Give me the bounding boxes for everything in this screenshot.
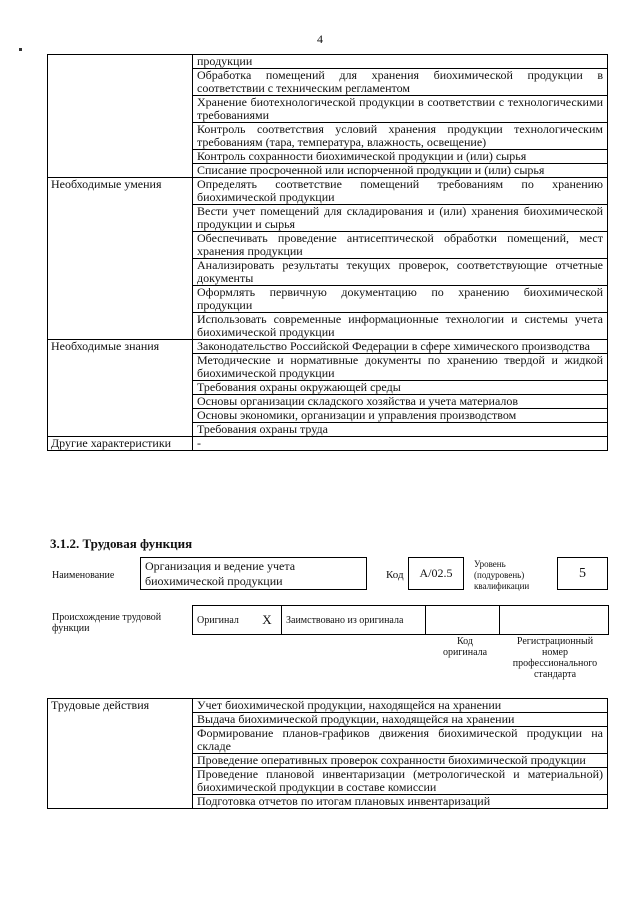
origin-table (192, 605, 609, 635)
row-item: - (193, 437, 608, 451)
row-item: Обработка помещений для хранения биохимической продукции в соответствии с техническим регламентом (193, 69, 608, 96)
row-header: Необходимые умения (48, 178, 193, 340)
row-item: Требования охраны окружающей среды (193, 381, 608, 395)
code-label: Код (386, 569, 404, 581)
table-row (48, 178, 608, 205)
table-row (48, 699, 608, 713)
table-row (48, 437, 608, 451)
borrowed-label: Заимствовано из оригинала (282, 606, 426, 635)
row-item: Обеспечивать проведение антисептической обработки помещений, мест хранения продукции (193, 232, 608, 259)
row-item: Списание просроченной или испорченной продукции и (или) сырья (193, 164, 608, 178)
row-item: Формирование планов-графиков движения биохимической продукции на складе (193, 727, 608, 754)
table-row (48, 55, 608, 69)
scan-dot (19, 48, 22, 51)
page-number: 4 (317, 32, 323, 46)
row-item: Основы организации складского хозяйства и учета материалов (193, 395, 608, 409)
table-row (48, 340, 608, 354)
level-label: Уровень (подуровень) квалификации (474, 559, 530, 591)
row-item: Выдача биохимической продукции, находящейся на хранении (193, 713, 608, 727)
name-label: Наименование (52, 570, 115, 581)
reg-number-cell (500, 606, 609, 635)
row-item: Контроль соответствия условий хранения продукции технологическим требованиям (тара, температура, влажность, освещение) (193, 123, 608, 150)
original-label: Оригинал (193, 606, 254, 635)
row-item: Проведение плановой инвентаризации (метрологической и материальной) биохимической продукции в составе комиссии (193, 768, 608, 795)
requirements-table (47, 54, 608, 451)
row-item: Хранение биотехнологической продукции в соответствии с технологическими требованиями (193, 96, 608, 123)
origin-code-cell (426, 606, 500, 635)
reg-number-caption: Регистрационный номер профессионального стандарта (512, 636, 598, 680)
row-item: Учет биохимической продукции, находящейся на хранении (193, 699, 608, 713)
section-title: 3.1.2. Трудовая функция (50, 536, 193, 551)
origin-code-caption: Код оригинала (442, 636, 488, 658)
row-header: Необходимые знания (48, 340, 193, 437)
row-item: Вести учет помещений для складирования и (или) хранения биохимической продукции и сырья (193, 205, 608, 232)
level-value: 5 (557, 557, 608, 590)
row-item: Оформлять первичную документацию по хранению биохимической продукции (193, 286, 608, 313)
code-value: A/02.5 (408, 557, 464, 590)
row-item: Проведение оперативных проверок сохранности биохимической продукции (193, 754, 608, 768)
origin-label: Происхождение трудовой функции (52, 612, 162, 634)
row-item: Анализировать результаты текущих проверок, соответствующие отчетные документы (193, 259, 608, 286)
row-item: Требования охраны труда (193, 423, 608, 437)
row-item: Подготовка отчетов по итогам плановых инвентаризаций (193, 795, 608, 809)
row-item: Контроль сохранности биохимической продукции и (или) сырья (193, 150, 608, 164)
row-item: Законодательство Российской Федерации в сфере химического производства (193, 340, 608, 354)
row-header: Другие характеристики (48, 437, 193, 451)
row-header (48, 55, 193, 178)
row-header: Трудовые действия (48, 699, 193, 809)
row-item: Использовать современные информационные технологии и системы учета биохимической продукции (193, 313, 608, 340)
name-value: Организация и ведение учета биохимической продукции (140, 557, 367, 590)
original-mark: X (253, 606, 282, 635)
row-item: Методические и нормативные документы по хранению твердой и жидкой биохимической продукции (193, 354, 608, 381)
row-item: Основы экономики, организации и управления производством (193, 409, 608, 423)
labor-actions-table (47, 698, 608, 809)
row-item: продукции (193, 55, 608, 69)
row-item: Определять соответствие помещений требованиям по хранению биохимической продукции (193, 178, 608, 205)
